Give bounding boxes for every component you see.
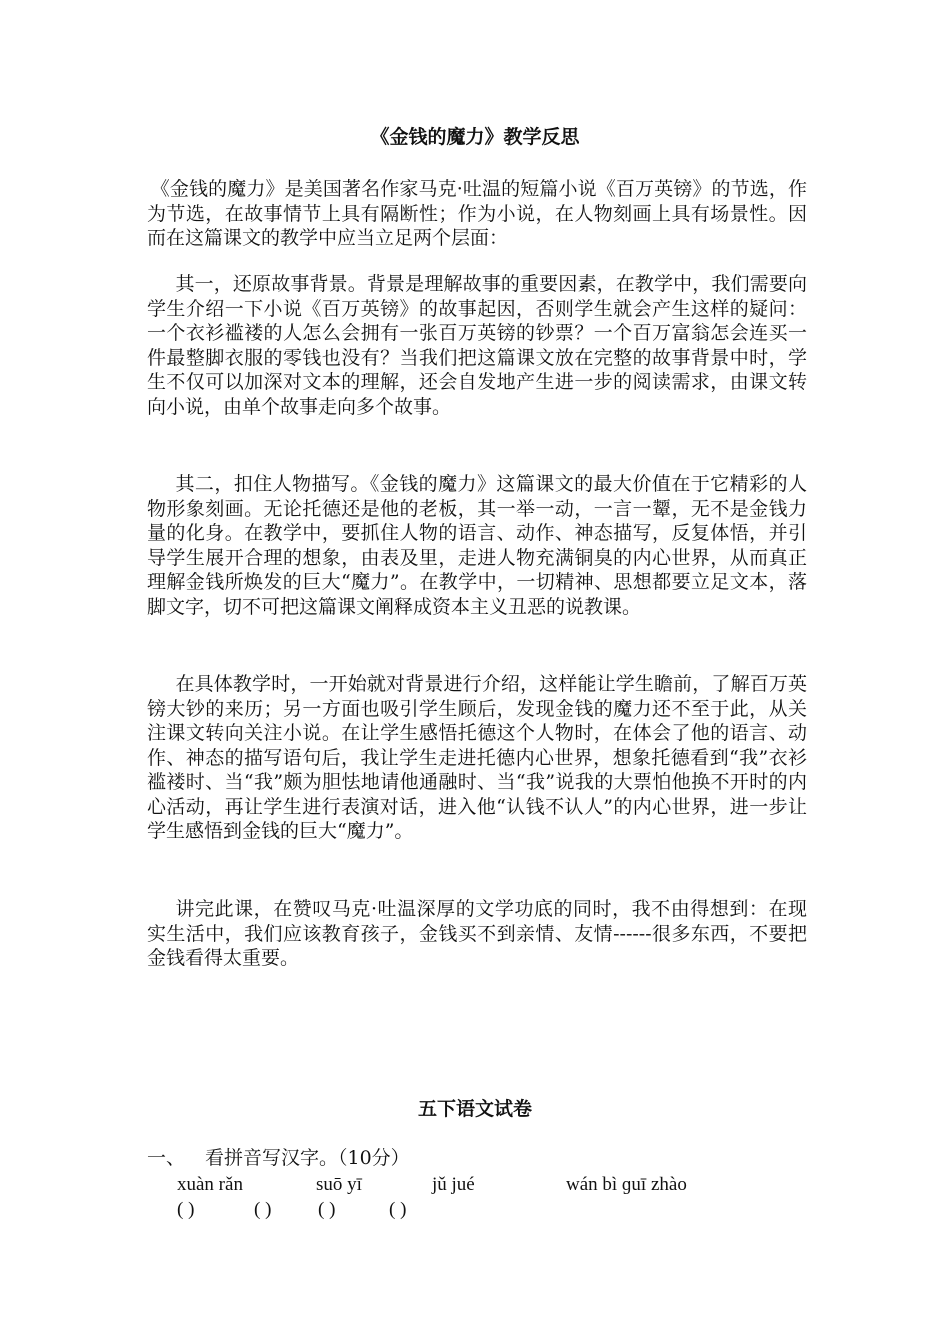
document-title: 《金钱的魔力》教学反思 <box>370 126 580 148</box>
answer-blank[interactable]: ( ) <box>318 1199 336 1220</box>
paragraph-conclusion: 讲完此课，在赞叹马克·吐温深厚的文学功底的同时，我不由得想到：在现实生活中，我们应该教育孩子，金钱买不到亲情、友情------很多东西，不要把金钱看得太重要。 <box>147 898 807 969</box>
paragraph-character: 其二，扣住人物描写。《金钱的魔力》这篇课文的最大价值在于它精彩的人物形象刻画。无论托德还是他的老板，其一举一动，一言一颦，无不是金钱力量的化身。在教学中，要抓住人物的语言、动作、神态描写，反复体悟，并引导学生展开合理的想象，由表及里，走进人物充满铜臭的内心世界，从而真正理解金钱所焕发的巨大“魔力”。在教学中，一切精神、思想都要立足文本，落脚文字，切不可把这篇课文阐释成资本主义丑恶的说教课。 <box>147 473 807 618</box>
answer-blank[interactable]: ( ) <box>254 1199 272 1220</box>
question-number: 一、 <box>147 1147 186 1169</box>
answer-blank[interactable]: ( ) <box>177 1199 195 1220</box>
paragraph-practice: 在具体教学时，一开始就对背景进行介绍，这样能让学生瞻前，了解百万英镑大钞的来历；另一方面也吸引学生顾后，发现金钱的魔力还不至于此，从关注课文转向关注小说。在让学生感悟托德这个人物时，在体会了他的语言、动作、神态的描写语句后，我让学生走进托德内心世界，想象托德看到“我”衣衫褴褛时、当“我”颇为胆怯地请他通融时、当“我”说我的大票怕他换不开时的内心活动，再让学生进行表演对话，进入他“认钱不认人”的内心世界，进一步让学生感悟到金钱的巨大“魔力”。 <box>147 673 807 842</box>
paragraph-background: 其一，还原故事背景。背景是理解故事的重要因素，在教学中，我们需要向学生介绍一下小说《百万英镑》的故事起因，否则学生就会产生这样的疑问：一个衣衫褴褛的人怎么会拥有一张百万英镑的钞票？一个百万富翁怎会连买一件最整脚衣服的零钱也没有？当我们把这篇课文放在完整的故事背景中时，学生不仅可以加深对文本的理解，还会自发地产生进一步的阅读需求，由课文转向小说，由单个故事走向多个故事。 <box>147 273 807 418</box>
question-text: 看拼音写汉字。（10分） <box>205 1147 410 1169</box>
pinyin-item: jǔ jué <box>432 1174 475 1195</box>
answer-blank[interactable]: ( ) <box>389 1199 407 1220</box>
pinyin-item: suō yī <box>316 1174 362 1195</box>
paragraph-intro: 《金钱的魔力》是美国著名作家马克·吐温的短篇小说《百万英镑》的节选，作为节选，在故事情节上具有隔断性；作为小说，在人物刻画上具有场景性。因而在这篇课文的教学中应当立足两个层面： <box>147 178 807 249</box>
pinyin-item: wán bì ɡuī zhào <box>566 1174 687 1195</box>
pinyin-item: xuàn rǎn <box>177 1174 243 1195</box>
exam-title: 五下语文试卷 <box>417 1098 532 1120</box>
question-1 <box>147 1146 410 1170</box>
